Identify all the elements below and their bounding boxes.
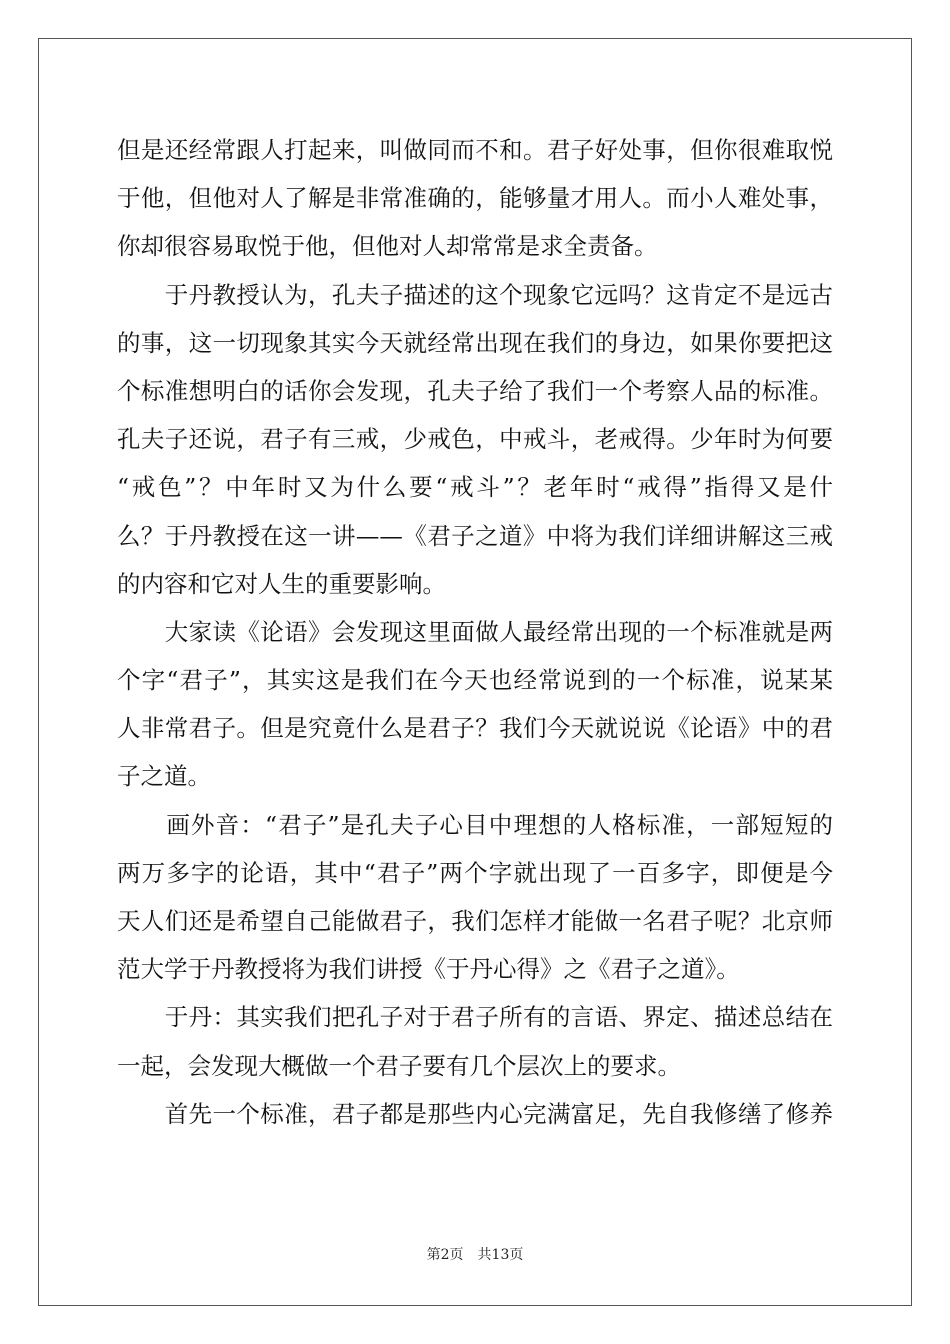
text-line: 的内容和它对人生的重要影响。 (117, 569, 446, 598)
text-line: 于他，但他对人了解是非常准确的，能够量才用人。而小人难处事， (117, 184, 833, 213)
text-line: 首先一个标准，君子都是那些内心完满富足，先自我修缮了修养 (117, 1099, 833, 1128)
document-body (117, 126, 833, 1138)
text-line: 你却很容易取悦于他，但他对人却常常是求全责备。 (117, 232, 658, 261)
text-line: 画外音：“君子”是孔夫子心目中理想的人格标准，一部短短的 (117, 810, 833, 839)
page-total: 共13页 (477, 1247, 524, 1263)
text-line: 的事，这一切现象其实今天就经常出现在我们的身边，如果你要把这 (117, 328, 833, 357)
text-line: 但是还经常跟人打起来，叫做同而不和。君子好处事，但你很难取悦 (117, 136, 833, 164)
text-line: 一起，会发现大概做一个君子要有几个层次上的要求。 (117, 1051, 681, 1080)
text-line: 孔夫子还说，君子有三戒，少戒色，中戒斗，老戒得。少年时为何要 (117, 425, 833, 454)
text-line: 于丹：其实我们把孔子对于君子所有的言语、界定、描述总结在 (117, 1003, 833, 1032)
page-number: 第2页 (426, 1247, 464, 1263)
text-line: 大家读《论语》会发现这里面做人最经常出现的一个标准就是两 (117, 617, 833, 646)
text-line: 个字“君子”，其实这是我们在今天也经常说到的一个标准，说某某 (117, 666, 833, 695)
text-line: “戒色”？中年时又为什么要“戒斗”？老年时“戒得”指得又是什 (117, 473, 833, 502)
text-line: 两万多字的论语，其中“君子”两个字就出现了一百多字，即便是今 (117, 858, 833, 887)
text-line: 范大学于丹教授将为我们讲授《于丹心得》之《君子之道》。 (117, 955, 740, 984)
text-line: 人非常君子。但是究竟什么是君子？我们今天就说说《论语》中的君 (117, 714, 833, 743)
text-line: 于丹教授认为，孔夫子描述的这个现象它远吗？这肯定不是远古 (117, 280, 833, 309)
text-line: 子之道。 (117, 762, 211, 791)
page-footer (0, 1244, 950, 1264)
text-line: 么？于丹教授在这一讲——《君子之道》中将为我们详细讲解这三戒 (117, 521, 833, 550)
text-line: 天人们还是希望自己能做君子，我们怎样才能做一名君子呢？北京师 (117, 907, 833, 935)
text-line: 个标准想明白的话你会发现，孔夫子给了我们一个考察人品的标准。 (117, 376, 833, 405)
